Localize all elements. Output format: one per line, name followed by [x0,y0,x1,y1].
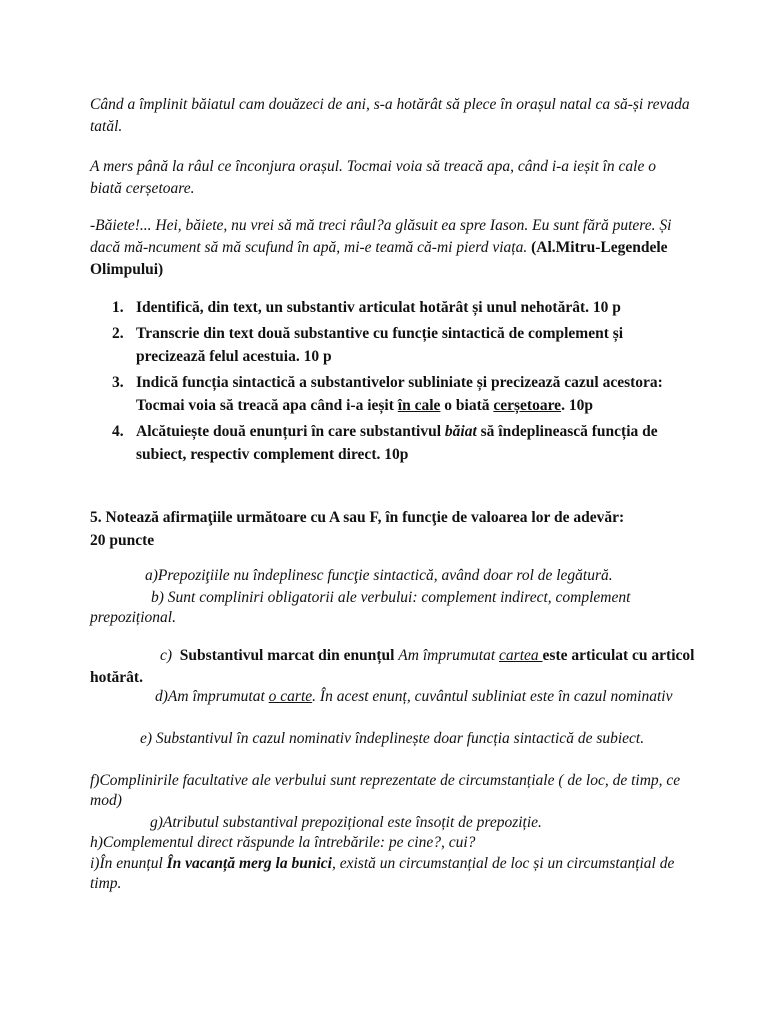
question-2 [90,322,690,368]
statement-d [90,687,700,707]
statement-label: c) [160,647,173,664]
question-list [90,296,690,469]
question-text: Identifică, din text, un substantiv articulat hotărât și unul nehotărât. 10 p [136,299,621,316]
passage-dialogue: -Băiete!... Hei, băiete, nu vrei să mă treci râul?a glăsuit ea spre Iason. Eu sunt fără putere. Și dacă mă-ncument să mă scufund în apă, mi-e teamă că-mi pierd viața. [90,217,672,256]
statement-c [90,645,700,689]
statement-g: g)Atributul substantival prepozițional este însoțit de prepoziție. [150,814,542,831]
question-text: Indică funcția sintactică a substantivelor subliniate și precizează cazul acestora: Tocmai voia să treacă apa când i-a ieșit [136,374,663,414]
statement-b: b) Sunt compliniri obligatorii ale verbului: complement indirect, complement prepozițional. [90,589,631,626]
underlined-word: cerșetoare [493,397,562,414]
question-3 [90,371,690,417]
section-5-heading [90,506,710,552]
question-number: 3. [112,374,124,391]
statement-e: e) Substantivul în cazul nominativ îndeplinește doar funcția sintactică de subiect. [140,730,645,747]
heading-text: 5. Notează afirmaţiile următoare cu [90,509,330,526]
underlined-word: în cale [397,397,441,414]
statement-text: d)Am împrumutat [155,688,269,705]
question-4 [90,420,690,466]
emphasized-word: băiat [444,423,477,440]
underlined-word: cartea [499,647,543,664]
passage-paragraph-1: Când a împlinit băiatul cam douăzeci de ani, s-a hotărât să plece în orașul natal ca să-și revada tatăl. [90,96,690,135]
statement-h: h)Complementul direct răspunde la întrebările: pe cine?, cui? [90,834,476,851]
statement-i [90,854,700,894]
question-number: 2. [112,325,124,342]
heading-text: sau [339,509,370,526]
statement-text: este articulat cu articol hotărât. [90,647,695,686]
statement-f: f)Complinirile facultative ale verbului sunt reprezentate de circumstanțiale ( de loc, de timp, ce mod) [90,772,681,809]
question-text: să îndeplinească funcția de subiect, respectiv complement direct. 10p [136,423,658,463]
example-text: Am împrumutat [398,647,500,664]
example-text: În vacanță merg la bunici [166,855,332,872]
question-text: . 10p [561,397,593,414]
question-number: 1. [112,299,124,316]
question-text: Transcrie din text două substantive cu funcție sintactică de complement și precizează felul acestuia. 10 p [136,325,624,365]
question-1 [90,296,690,319]
passage-paragraph-2: A mers până la râul ce înconjura orașul. Tocmai voia să treacă apa, când i-a ieșit în cale o biată cerșetoare. [90,158,656,197]
statement-text: . În acest enunț, cuvântul subliniat este în cazul nominativ [312,688,673,705]
underlined-word: o carte [268,688,313,705]
statement-text: , există un circumstanțial de loc și un circumstanțial de timp. [90,855,675,892]
question-text: Alcătuiește două enunțuri în care substantivul [136,423,445,440]
question-text: o biată [440,397,494,414]
label-a: A [329,509,340,526]
statement-text: Substantivul marcat din enunțul [179,647,399,664]
label-f: F [369,509,378,526]
statement-a: a)Prepoziţiile nu îndeplinesc funcţie sintactică, având doar rol de legătură. [145,567,613,584]
passage-paragraph-3 [90,215,690,281]
points-label: 20 puncte [90,532,155,549]
statement-text: i)În enunțul [90,855,167,872]
heading-text: , în funcţie de valoarea lor de adevăr: [377,509,625,526]
passage-source: (Al.Mitru-Legendele Olimpului) [90,239,668,278]
question-number: 4. [112,423,124,440]
